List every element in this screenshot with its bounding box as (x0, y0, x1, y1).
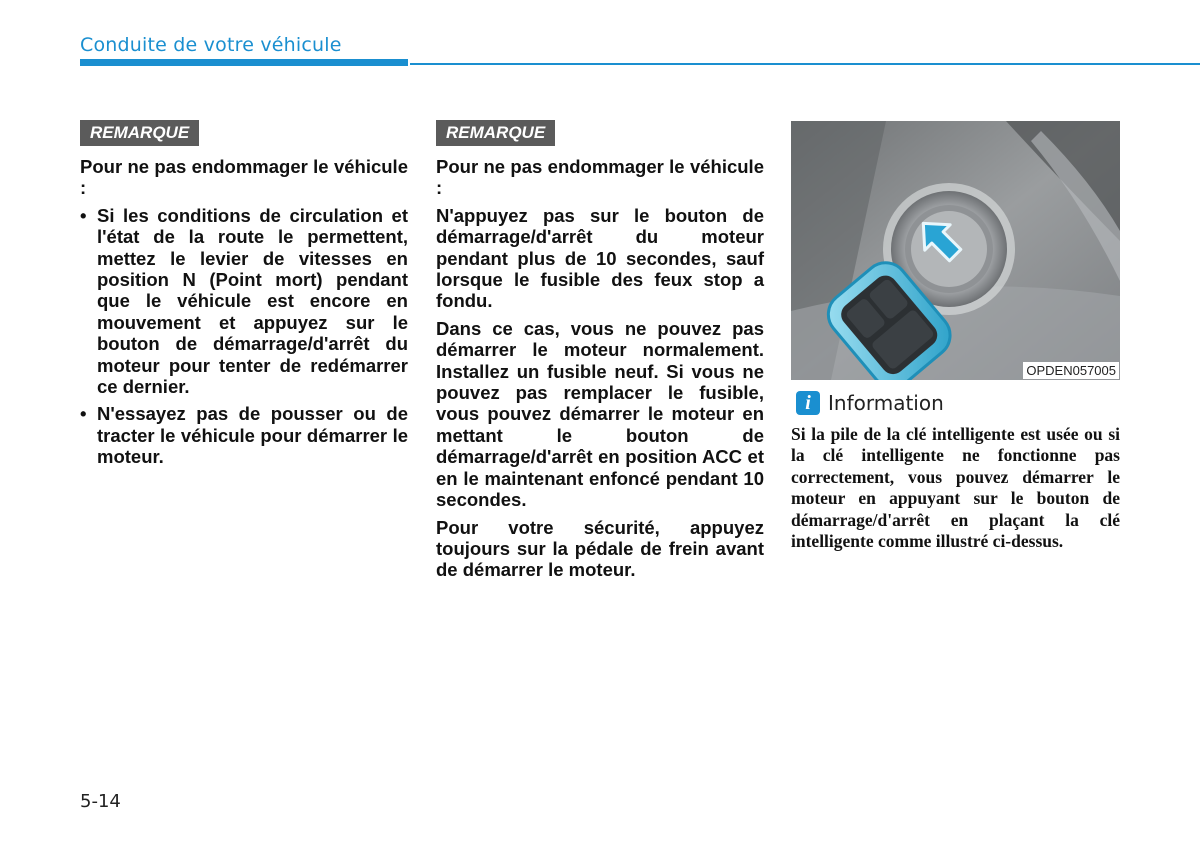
column-left (80, 120, 408, 474)
info-header (796, 391, 944, 415)
figure-code: OPDEN057005 (1023, 362, 1119, 379)
list-item-text: N'essayez pas de pousser ou de tracter le véhicule pour démarrer le moteur. (97, 403, 408, 468)
intro-text: Pour ne pas endommager le véhicule : (80, 156, 408, 199)
list-item (80, 205, 408, 398)
intro-text: Pour ne pas endommager le véhicule : (436, 156, 764, 199)
smart-key-push-button-illustration (791, 121, 1120, 380)
section-title: Conduite de votre véhicule (80, 34, 342, 56)
info-title: Information (828, 391, 944, 415)
bullet-dot: • (80, 403, 87, 425)
info-icon: i (796, 391, 820, 415)
paragraph: N'appuyez pas sur le bouton de démarrage/d'arrêt du moteur pendant plus de 10 secondes, sauf lorsque le fusible des feux stop a fondu. (436, 204, 764, 312)
list-item-text: Si les conditions de circulation et l'état de la route le permettent, mettez le levier de vitesses en position N (Point mort) pendant que le véhicule est encore en mouvement et appuyez sur le bouton de démarrage/d'arrêt du moteur pour tenter de redémarrer ce dernier. (97, 204, 408, 398)
paragraph: Pour votre sécurité, appuyez toujours sur la pédale de frein avant de démarrer le moteur. (436, 516, 764, 581)
bullet-list (80, 205, 408, 468)
remarque-badge: REMARQUE (80, 120, 199, 146)
smart-key-figure (791, 121, 1120, 380)
remarque-badge: REMARQUE (436, 120, 555, 146)
paragraph: Dans ce cas, vous ne pouvez pas démarrer le moteur normalement. Installez un fusible neuf. Si vous ne pouvez pas remplacer le fusible, vous pouvez démarrer le moteur en mettant le bouton de démarrage/d'arrêt en position ACC et en le maintenant enfoncé pendant 10 secondes. (436, 317, 764, 511)
column-middle (436, 120, 764, 587)
header-rule-thick (80, 59, 408, 66)
bullet-dot: • (80, 204, 87, 226)
info-body: Si la pile de la clé intelligente est usée ou si la clé intelligente ne fonctionne pas correctement, vous pouvez démarrer le moteur en appuyant sur le bouton de démarrage/d'arrêt en plaçant la clé intelligente comme illustré ci-dessus. (791, 424, 1120, 552)
list-item (80, 403, 408, 467)
page-number: 5-14 (80, 791, 121, 812)
header-rule-thin (410, 63, 1200, 65)
